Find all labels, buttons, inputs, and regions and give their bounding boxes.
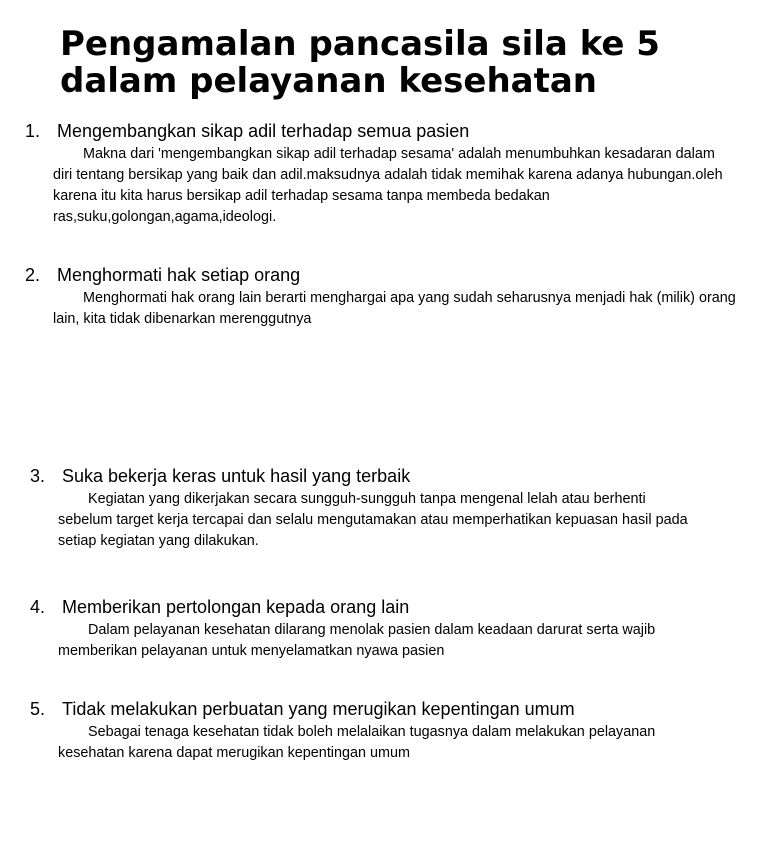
item-number: 1.	[25, 121, 41, 141]
item-heading-text: Memberikan pertolongan kepada orang lain	[62, 597, 410, 617]
list-item-2	[25, 263, 745, 330]
list-item-1	[25, 119, 725, 228]
item-body: Menghormati hak orang lain berarti menghargai apa yang sudah seharusnya menjadi hak (milik) orang lain, kita tidak dibenarkan merenggutnya	[53, 290, 736, 327]
item-body: Kegiatan yang dikerjakan secara sungguh-sungguh tanpa mengenal lelah atau berhenti sebelum target kerja tercapai dan selalu mengutamakan atau memperhatikan kepuasan hasil pada setiap kegiatan yang dilakukan.	[58, 491, 688, 549]
item-heading-text: Menghormati hak setiap orang	[57, 265, 301, 285]
item-heading	[25, 119, 725, 143]
item-heading	[30, 595, 700, 619]
item-number: 4.	[30, 597, 46, 617]
list-item-3	[30, 464, 700, 552]
page-title: Pengamalan pancasila sila ke 5 dalam pelayanan kesehatan	[60, 24, 660, 101]
item-heading	[30, 464, 700, 488]
item-heading-text: Tidak melakukan perbuatan yang merugikan kepentingan umum	[62, 699, 575, 719]
item-heading	[25, 263, 745, 287]
item-number: 3.	[30, 466, 46, 486]
item-heading	[30, 697, 700, 721]
item-body: Makna dari 'mengembangkan sikap adil terhadap sesama' adalah menumbuhkan kesadaran dalam diri tentang bersikap yang baik dan adil.maksudnya adalah tidak memihak karena adanya hubungan.oleh karena itu kita harus bersikap adil terhadap sesama tanpa membeda bedakan ras,suku,golongan,agama,ideologi.	[53, 146, 723, 225]
list-item-5	[30, 697, 700, 764]
item-heading-text: Mengembangkan sikap adil terhadap semua pasien	[57, 121, 470, 141]
item-body: Dalam pelayanan kesehatan dilarang menolak pasien dalam keadaan darurat serta wajib memberikan pelayanan untuk menyelamatkan nyawa pasien	[58, 622, 656, 659]
item-number: 2.	[25, 265, 41, 285]
item-number: 5.	[30, 699, 46, 719]
item-heading-text: Suka bekerja keras untuk hasil yang terbaik	[62, 466, 411, 486]
list-item-4	[30, 595, 700, 662]
item-body: Sebagai tenaga kesehatan tidak boleh melalaikan tugasnya dalam melakukan pelayanan kesehatan karena dapat merugikan kepentingan umum	[58, 724, 656, 761]
